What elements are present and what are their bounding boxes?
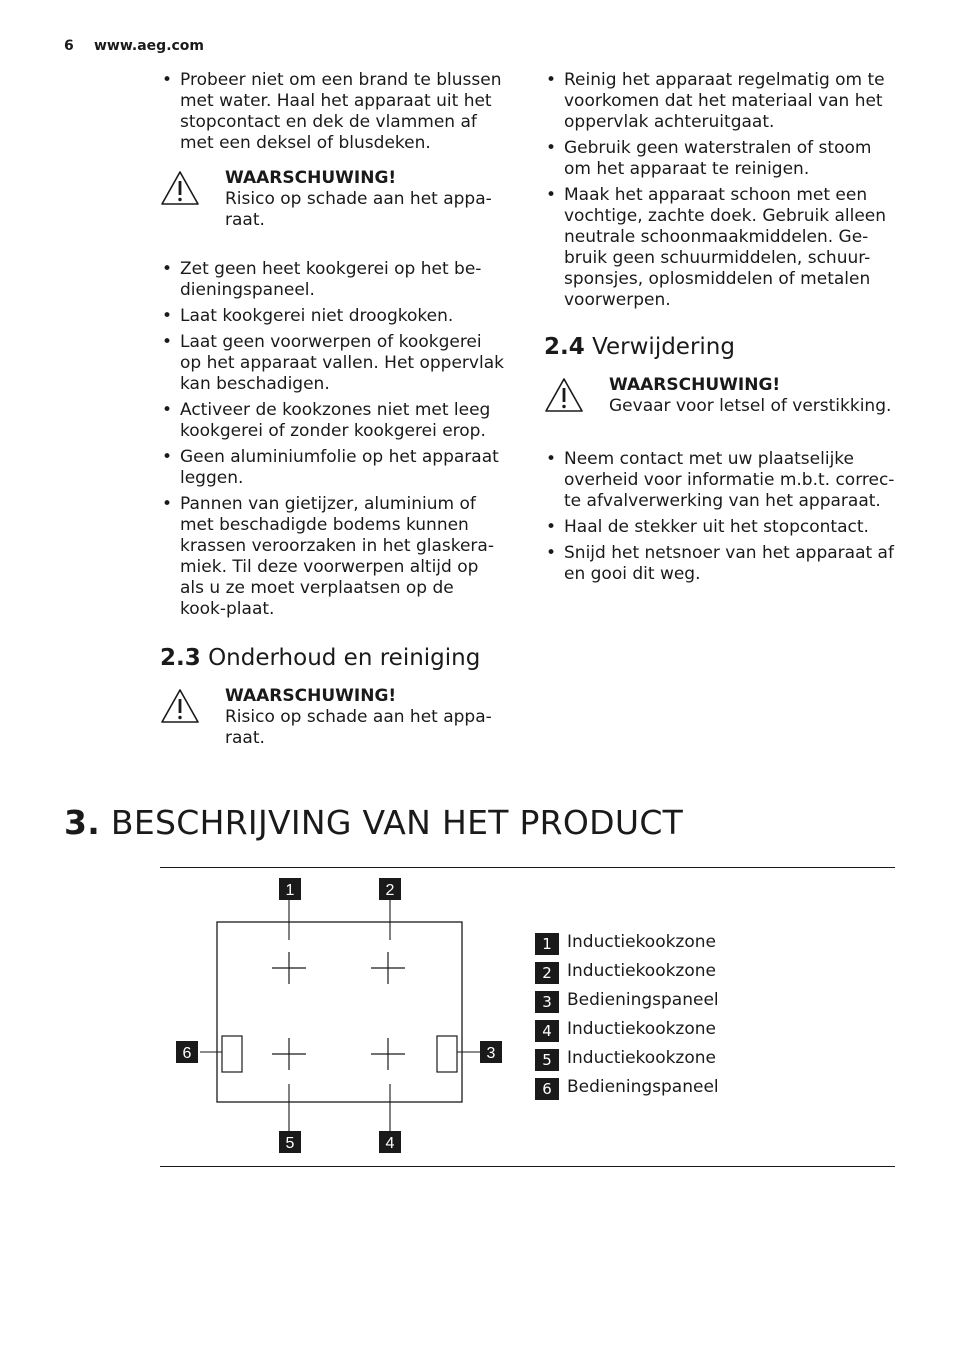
right-column xyxy=(544,70,896,590)
callout-label: 2 xyxy=(385,882,395,899)
callout-label: 6 xyxy=(182,1045,192,1062)
cooking-zone-markers xyxy=(272,952,405,1070)
chapter-title: BESCHRIJVING VAN HET PRODUCT xyxy=(110,803,684,842)
legend-label: Bedieningspaneel xyxy=(567,990,719,1010)
callout-6 xyxy=(176,1041,198,1063)
control-panel-left xyxy=(222,1036,242,1072)
hob-outline xyxy=(217,922,462,1102)
legend-number: 3 xyxy=(535,991,559,1013)
warning-box xyxy=(544,375,896,421)
callout-label: 5 xyxy=(285,1135,295,1152)
page-number: 6 xyxy=(64,38,74,54)
warning-text: Gevaar voor letsel of verstikking. xyxy=(609,396,892,416)
list-item: • Maak het apparaat schoon met een vochtige, zachte doek. Gebruik alleen neutrale schoonmaakmiddelen. Ge-bruik geen schuurmiddelen, schuur-sponsjes, oplosmiddelen of metalen voorwerpen. xyxy=(544,185,896,311)
warning-title: WAARSCHUWING! xyxy=(609,375,781,395)
warning-triangle-icon xyxy=(160,170,200,206)
section-title: Verwijdering xyxy=(592,334,735,360)
legend-number: 2 xyxy=(535,962,559,984)
legend-number: 5 xyxy=(535,1049,559,1071)
list-item: • Pannen van gietijzer, aluminium of met beschadigde bodems kunnen krassen veroorzaken in het glaskera-miek. Til deze voorwerpen altijd op als u ze moet verplaatsen op de kook-plaat. xyxy=(160,494,505,620)
warning-box xyxy=(160,168,505,231)
callout-label: 4 xyxy=(385,1135,395,1152)
legend-label: Bedieningspaneel xyxy=(567,1077,719,1097)
warning-triangle-icon xyxy=(544,377,584,413)
callout-4 xyxy=(379,1131,401,1153)
list-item: • Snijd het netsnoer van het apparaat af en gooi dit weg. xyxy=(544,543,896,585)
legend-number: 1 xyxy=(535,933,559,955)
section-number: 2.3 xyxy=(160,645,201,671)
warning-triangle-icon xyxy=(160,688,200,724)
callout-5 xyxy=(279,1131,301,1153)
chapter-number: 3. xyxy=(64,803,101,842)
legend-number: 4 xyxy=(535,1020,559,1042)
control-panel-right xyxy=(437,1036,457,1072)
warning-title: WAARSCHUWING! xyxy=(225,686,397,706)
bullet-list xyxy=(544,449,896,585)
list-item: • Reinig het apparaat regelmatig om te voorkomen dat het materiaal van het oppervlak achteruitgaat. xyxy=(544,70,896,133)
site-url[interactable]: www.aeg.com xyxy=(94,38,205,54)
bullet-list xyxy=(160,70,505,154)
left-column xyxy=(160,70,505,777)
chapter-heading xyxy=(64,803,683,842)
list-item: • Gebruik geen waterstralen of stoom om het apparaat te reinigen. xyxy=(544,138,896,180)
warning-text: Risico op schade aan het appa-raat. xyxy=(225,189,492,230)
hob-diagram xyxy=(160,868,520,1166)
legend-number: 6 xyxy=(535,1078,559,1100)
list-item: • Neem contact met uw plaatselijke overheid voor informatie m.b.t. correc-te afvalverwerking van het apparaat. xyxy=(544,449,896,512)
page-header xyxy=(64,38,204,54)
leader-lines xyxy=(200,900,480,1131)
legend-label: Inductiekookzone xyxy=(567,1019,716,1039)
bottom-divider xyxy=(160,1166,895,1167)
section-heading-2-3 xyxy=(160,644,505,672)
list-item: • Probeer niet om een brand te blussen met water. Haal het apparaat uit het stopcontact en dek de vlammen af met een deksel of blusdeken. xyxy=(160,70,505,154)
callout-label: 3 xyxy=(486,1045,496,1062)
legend-label: Inductiekookzone xyxy=(567,961,716,981)
warning-title: WAARSCHUWING! xyxy=(225,168,397,188)
list-item: • Haal de stekker uit het stopcontact. xyxy=(544,517,896,538)
callout-2 xyxy=(379,878,401,900)
list-item: • Activeer de kookzones niet met leeg kookgerei of zonder kookgerei erop. xyxy=(160,400,505,442)
list-item: • Geen aluminiumfolie op het apparaat leggen. xyxy=(160,447,505,489)
callout-label: 1 xyxy=(285,882,295,899)
warning-box xyxy=(160,686,505,749)
callout-3 xyxy=(480,1041,502,1063)
section-number: 2.4 xyxy=(544,334,585,360)
section-title: Onderhoud en reiniging xyxy=(208,645,481,671)
bullet-list xyxy=(160,259,505,620)
bullet-list xyxy=(544,70,896,311)
legend-label: Inductiekookzone xyxy=(567,932,716,952)
list-item: • Laat kookgerei niet droogkoken. xyxy=(160,306,505,327)
section-heading-2-4 xyxy=(544,333,896,361)
callout-1 xyxy=(279,878,301,900)
warning-text: Risico op schade aan het appa-raat. xyxy=(225,707,492,748)
list-item: • Zet geen heet kookgerei op het be-dieningspaneel. xyxy=(160,259,505,301)
list-item: • Laat geen voorwerpen of kookgerei op het apparaat vallen. Het oppervlak kan beschadigen. xyxy=(160,332,505,395)
legend-label: Inductiekookzone xyxy=(567,1048,716,1068)
